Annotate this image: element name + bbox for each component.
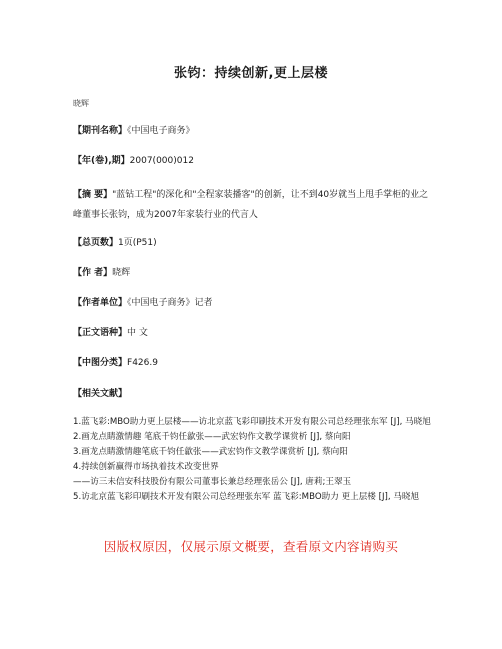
reference-item-1: 1.蓝飞彩:MBO助力更上层楼——访北京蓝飞彩印刷技术开发有限公司总经理张东军 [J], 马晓旭 <box>73 417 431 427</box>
reference-item-4: 4.持续创新赢得市场执着技术改变世界 <box>73 462 219 472</box>
copyright-notice: 因版权原因，仅展示原文概要，查看原文内容请购买 <box>103 539 399 554</box>
page-count-field <box>73 237 433 249</box>
classification-value: F426.9 <box>127 358 158 368</box>
reference-item-2: 2.画龙点睛激情趣 笔底千钧任歙张——武宏钧作文教学课赏析 [J], 蔡向阳 <box>73 432 351 442</box>
reference-item-5: 5.访北京蓝飞彩印刷技术开发有限公司总经理张东军 蓝飞彩:MBO助力 更上层楼 [J], 马晓旭 <box>73 492 420 502</box>
year-volume-label: 【年(卷),期】 <box>73 156 130 166</box>
affiliation-field <box>73 297 433 309</box>
reference-list <box>73 415 435 505</box>
language-field <box>73 327 433 339</box>
reference-item-4-subtitle: ——访三未信安科技股份有限公司董事长兼总经理张岳公 [J], 唐莉;王翠玉 <box>73 477 352 487</box>
page-count-label: 【总页数】 <box>73 238 119 248</box>
related-literature-field <box>73 388 433 400</box>
related-literature-label: 【相关文献】 <box>73 389 128 399</box>
authors-field <box>73 267 433 279</box>
abstract-label: 【摘 要】 <box>73 190 113 200</box>
language-label: 【正文语种】 <box>73 328 128 338</box>
page-count-value: 1页(P51) <box>118 238 157 248</box>
journal-label: 【期刊名称】 <box>73 126 128 136</box>
affiliation-label: 【作者单位】 <box>73 298 128 308</box>
reference-item-3: 3.画龙点睛激情趣笔底千钧任歙张——武宏钧作文教学课赏析 [J], 蔡向阳 <box>73 447 348 457</box>
year-volume-field <box>73 155 433 167</box>
abstract-value: "蓝钻工程"的深化和"全程家装播客"的创新，让不到40岁就当上甩手掌柜的业之峰董事长张钧，成为2007年家装行业的代言人 <box>73 190 429 220</box>
abstract-field <box>73 185 435 225</box>
authors-value: 晓辉 <box>112 268 131 278</box>
authors-label: 【作 者】 <box>73 268 113 278</box>
language-value: 中 文 <box>127 328 148 338</box>
classification-field <box>73 357 433 369</box>
year-volume-value: 2007(000)012 <box>129 156 194 166</box>
classification-label: 【中图分类】 <box>73 358 128 368</box>
affiliation-value: 《中国电子商务》记者 <box>127 298 213 308</box>
journal-field <box>73 125 433 137</box>
journal-value: 《中国电子商务》 <box>127 126 195 136</box>
document-title: 张钧：持续创新,更上层楼 <box>174 66 328 81</box>
author-line: 晓辉 <box>73 99 89 108</box>
